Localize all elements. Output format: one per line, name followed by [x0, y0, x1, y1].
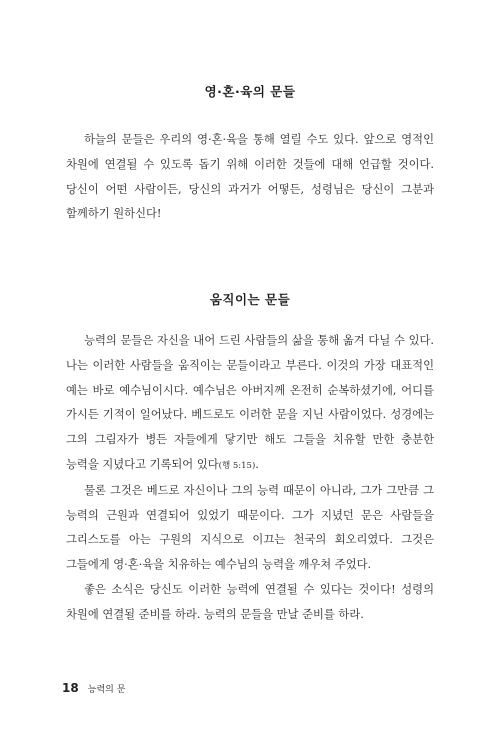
section-heading-spirit-soul-body: 영·혼·육의 문들	[204, 84, 296, 99]
paragraph-text: 능력의 문들은 자신을 내어 드린 사람들의 삶을 통해 옮겨 다닐 수 있다. 나는 이러한 사람들을 움직이는 문들이라고 부른다. 이것의 가장 대표적인 예는 바로 예수님이시다. 예수님은 아버지께 온전히 순복하셨기에, 어디를 가시든 기적이 일어났다. 베드로도 이러한 문을 지닌 사람이었다. 성경에는 그의 그림자가 병든 자들에게 닿기만 해도 그들을 치유할 만한 충분한 능력을 지녔다고 기록되어 있다	[66, 334, 434, 471]
paragraph: 좋은 소식은 당신도 이러한 능력에 연결될 수 있다는 것이다! 성령의 차원에 연결될 준비를 하라. 능력의 문들을 만날 준비를 하라.	[66, 582, 434, 621]
scripture-reference: (행 5:15)	[218, 460, 256, 471]
section-heading-moving-doors: 움직이는 문들	[209, 292, 291, 307]
page-number: 18	[62, 681, 79, 695]
section-body-1	[66, 128, 434, 227]
page-footer	[62, 677, 125, 696]
paragraph-end: .	[255, 457, 259, 471]
section-body-2	[66, 329, 434, 628]
paragraph	[66, 329, 434, 479]
paragraph: 하늘의 문들은 우리의 영·혼·육을 통해 열릴 수도 있다. 앞으로 영적인 차원에 연결될 수 있도록 돕기 위해 이러한 것들에 대해 언급할 것이다. 당신이 어떤 사람이든, 당신의 과거가 어떻든, 성령님은 당신이 그분과 함께하기 원하신다!	[66, 133, 434, 221]
paragraph: 물론 그것은 베드로 자신이나 그의 능력 때문이 아니라, 그가 그만큼 그 능력의 근원과 연결되어 있었기 때문이다. 그가 지녔던 문은 사람들을 그리스도를 아는 구원의 지식으로 이끄는 천국의 회오리였다. 그것은 그들에게 영·혼·육을 치유하는 예수님의 능력을 깨우쳐 주었다.	[66, 483, 434, 572]
running-title: 능력의 문	[87, 685, 126, 695]
